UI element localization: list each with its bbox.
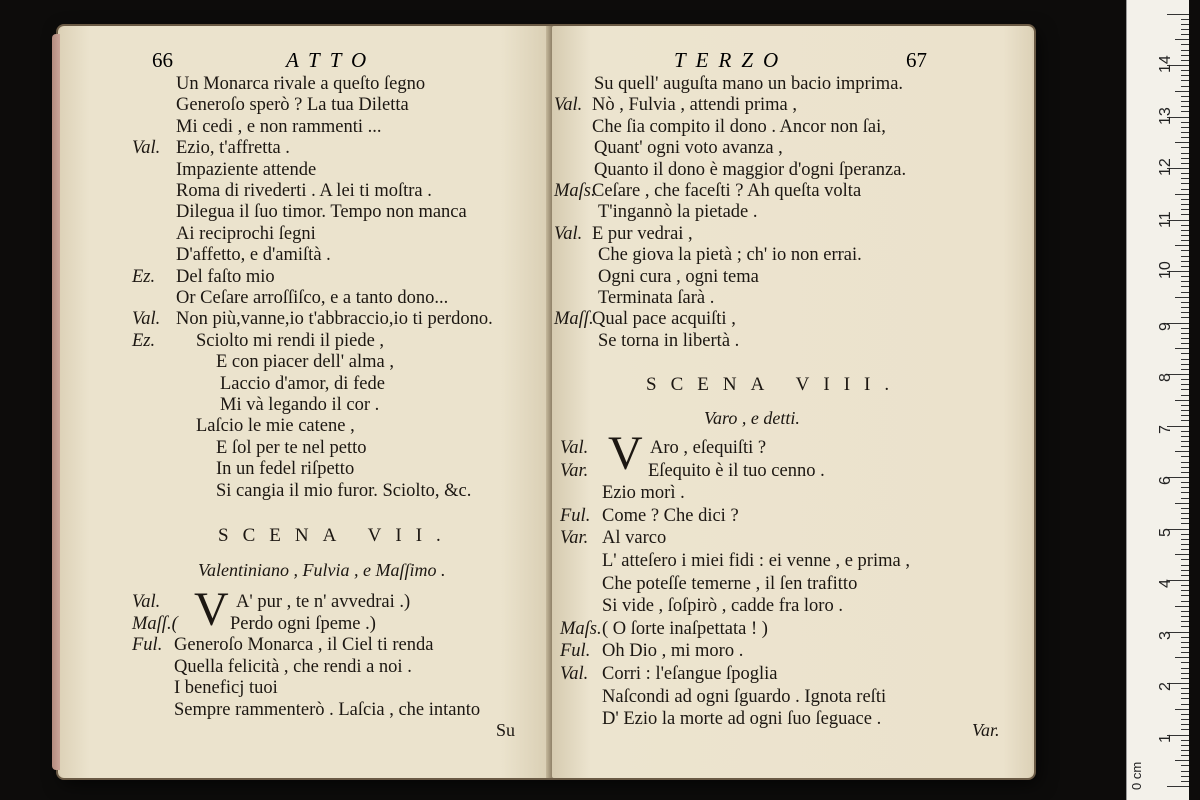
ruler-tick [1181, 173, 1189, 174]
speaker-label: Maſſ.( [132, 613, 178, 634]
ruler-tick [1181, 431, 1189, 432]
scene-title: SCENA VIII. [646, 374, 904, 395]
ruler-tick [1181, 585, 1189, 586]
verse-line: Sempre rammenterò . Laſcia , che intanto [174, 700, 481, 720]
ruler-tick [1181, 312, 1189, 313]
ruler-tick [1181, 539, 1189, 540]
verse-line: Aro , eſequiſti ? [650, 438, 767, 458]
ruler-tick [1175, 606, 1189, 607]
ruler-tick [1181, 163, 1189, 164]
open-book [58, 26, 1034, 778]
ruler-tick [1181, 101, 1189, 102]
ruler-tick [1181, 534, 1189, 535]
scene-cast: Valentiniano , Fulvia , e Maſſimo . [198, 560, 446, 580]
ruler-tick [1181, 719, 1189, 720]
ruler-tick [1181, 616, 1189, 617]
ruler-number: 9 [1157, 321, 1174, 331]
verse-line: Generoſo Monarca , il Ciel ti renda [174, 635, 434, 656]
ruler-tick [1175, 297, 1189, 298]
ruler-tick [1175, 400, 1189, 401]
ruler-tick [1181, 498, 1189, 499]
verse-line: Ezio morì . [602, 483, 685, 504]
ruler-number: 14 [1157, 55, 1174, 73]
ruler-tick [1181, 405, 1189, 406]
ruler-tick [1181, 34, 1189, 35]
ruler-tick [1181, 544, 1189, 545]
ruler-tick [1181, 611, 1189, 612]
verse-line: D'affetto, e d'amiſtà . [176, 245, 331, 266]
ruler-tick [1181, 127, 1189, 128]
ruler-tick [1181, 276, 1189, 277]
speaker-label: Ez. [132, 266, 156, 287]
ruler-tick [1181, 96, 1189, 97]
speaker-label: Var. [560, 460, 589, 481]
speaker-label: Ez. [132, 330, 156, 351]
ruler-tick [1181, 745, 1189, 746]
ruler-tick [1181, 637, 1189, 638]
verse-line: Del faſto mio [176, 266, 275, 287]
verse-line: Quella felicità , che rendi a noi . [174, 656, 412, 677]
ruler-tick [1181, 441, 1189, 442]
ruler-tick [1181, 328, 1189, 329]
verse-line: Ai reciprochi ſegni [176, 223, 316, 244]
verse-line: Quanto il dono è maggior d'ogni ſperanza. [594, 159, 907, 180]
speaker-label: Ful. [560, 505, 591, 526]
ruler-tick [1181, 75, 1189, 76]
ruler-tick [1181, 698, 1189, 699]
speaker-label: Val. [560, 664, 589, 684]
ruler-tick [1181, 225, 1189, 226]
ruler-tick [1181, 420, 1189, 421]
ruler-tick [1181, 250, 1189, 251]
ruler-tick [1181, 559, 1189, 560]
ruler-tick [1181, 122, 1189, 123]
ruler-number: 13 [1157, 106, 1174, 125]
ruler-tick [1175, 554, 1189, 555]
ruler-tick [1181, 132, 1189, 133]
ruler-tick [1175, 39, 1189, 40]
ruler-tick [1181, 704, 1189, 705]
drop-cap: V [608, 427, 643, 480]
ruler-tick [1181, 353, 1189, 354]
ruler-tick [1181, 29, 1189, 30]
ruler-tick [1181, 240, 1189, 241]
running-head: TERZO [674, 48, 789, 72]
ruler-tick [1181, 178, 1189, 179]
ruler-tick [1181, 456, 1189, 457]
verse-line: Se torna in libertà . [598, 330, 740, 351]
verse-line: Dilegua il ſuo timor. Tempo non manca [176, 202, 467, 223]
page-number: 67 [906, 48, 927, 72]
ruler-tick [1181, 19, 1189, 20]
verse-line: Ogni cura , ogni tema [598, 266, 759, 287]
speaker-label: Val. [132, 138, 161, 159]
ruler-unit-label: 0 cm [1129, 761, 1144, 790]
ruler-tick [1181, 755, 1189, 756]
ruler-tick [1181, 369, 1189, 370]
ruler-number: 10 [1157, 261, 1174, 279]
ruler-tick [1181, 729, 1189, 730]
ruler-tick [1181, 60, 1189, 61]
ruler-tick [1181, 80, 1189, 81]
ruler-tick [1181, 513, 1189, 514]
verse-line: Generoſo sperò ? La tua Diletta [176, 95, 409, 116]
ruler-tick [1181, 111, 1189, 112]
ruler-tick [1175, 91, 1189, 92]
verse-line: Al varco [602, 528, 667, 549]
ruler-tick [1181, 740, 1189, 741]
ruler-tick [1181, 317, 1189, 318]
ruler-tick [1181, 261, 1189, 262]
verse-line: Corri : l'eſangue ſpoglia [602, 664, 778, 684]
ruler-tick [1181, 601, 1189, 602]
ruler-tick [1175, 194, 1189, 195]
verse-line: Laſcio le mie catene , [196, 416, 355, 437]
ruler-tick [1181, 189, 1189, 190]
catchword: Var. [972, 720, 1000, 740]
speaker-label: Val. [560, 438, 589, 458]
ruler-tick [1181, 70, 1189, 71]
ruler-tick [1181, 523, 1189, 524]
ruler-tick [1181, 647, 1189, 648]
ruler-tick [1181, 508, 1189, 509]
ruler-tick [1181, 472, 1189, 473]
ruler-tick [1181, 750, 1189, 751]
verse-line: Terminata ſarà . [598, 288, 715, 308]
ruler-tick [1181, 678, 1189, 679]
ruler-number: 8 [1157, 373, 1174, 382]
verse-line: Non più,vanne,io t'abbraccio,io ti perdono. [176, 309, 493, 330]
ruler-tick [1181, 590, 1189, 591]
verse-line: ( O ſorte inaſpettata ! ) [602, 618, 768, 639]
ruler-tick [1181, 302, 1189, 303]
verse-line: E ſol per te nel petto [216, 437, 367, 458]
ruler-tick [1181, 199, 1189, 200]
verse-line: Roma di rivederti . A lei ti moſtra . [176, 181, 432, 201]
ruler-number: 3 [1157, 630, 1174, 640]
ruler-tick [1181, 307, 1189, 308]
verse-line: Nò , Fulvia , attendi prima , [592, 95, 798, 116]
ruler-tick [1175, 142, 1189, 143]
text-block [552, 26, 1032, 778]
ruler-tick [1181, 292, 1189, 293]
ruler-tick [1181, 379, 1189, 380]
ruler-tick [1181, 204, 1189, 205]
ruler-tick [1181, 724, 1189, 725]
verse-line: Un Monarca rivale a queſto ſegno [176, 74, 426, 94]
scene-title: SCENA VII. [218, 525, 455, 546]
ruler-tick [1181, 86, 1189, 87]
speaker-label: Maſs. [554, 181, 596, 201]
ruler-tick [1181, 487, 1189, 488]
ruler-tick [1181, 343, 1189, 344]
verse-line: Impaziente attende [176, 159, 317, 180]
verse-line: Oh Dio , mi moro . [602, 641, 744, 662]
ruler-tick [1181, 446, 1189, 447]
catchword: Su [496, 720, 516, 740]
verse-line: Laccio d'amor, di fede [220, 373, 385, 394]
ruler-tick [1181, 662, 1189, 663]
verse-line: Naſcondi ad ogni ſguardo . Ignota reſti [602, 686, 887, 707]
verse-line: Su quell' auguſta mano un bacio imprima. [594, 74, 904, 94]
verse-line: Si cangia il mio furor. Sciolto, &c. [216, 480, 472, 501]
ruler-tick [1181, 230, 1189, 231]
speaker-label: Var. [560, 528, 589, 549]
ruler-tick [1181, 621, 1189, 622]
ruler-tick [1181, 256, 1189, 257]
speaker-label: Ful. [560, 641, 591, 662]
ruler-tick [1181, 364, 1189, 365]
ruler-tick [1167, 786, 1189, 787]
right-page [552, 26, 1032, 778]
ruler-tick [1181, 389, 1189, 390]
ruler-tick [1181, 153, 1189, 154]
ruler-tick [1181, 183, 1189, 184]
ruler-tick [1181, 209, 1189, 210]
ruler-tick [1181, 595, 1189, 596]
ruler-tick [1175, 760, 1189, 761]
speaker-label: Val. [132, 309, 161, 330]
ruler-tick [1175, 451, 1189, 452]
ruler-tick [1181, 50, 1189, 51]
ruler-number: 1 [1157, 733, 1174, 743]
ruler-number: 2 [1157, 682, 1174, 691]
ruler-tick [1181, 693, 1189, 694]
ruler-tick [1181, 359, 1189, 360]
speaker-label: Ful. [132, 635, 163, 656]
verse-line: Qual pace acquiſti , [592, 309, 736, 330]
ruler-tick [1181, 410, 1189, 411]
ruler-tick [1181, 771, 1189, 772]
ruler-number: 11 [1157, 210, 1174, 228]
verse-line: E pur vedrai , [592, 223, 693, 244]
ruler-tick [1181, 333, 1189, 334]
verse-line: E con piacer dell' alma , [216, 352, 394, 373]
verse-line: Che giova la pietà ; ch' io non errai. [598, 245, 862, 266]
ruler-tick [1181, 482, 1189, 483]
verse-line: Mi cedi , e non rammenti ... [176, 116, 382, 137]
ruler-tick [1181, 266, 1189, 267]
speaker-label: Maſſ. [554, 309, 594, 330]
text-block [60, 26, 550, 778]
verse-line: D' Ezio la morte ad ogni ſuo ſeguace . [602, 709, 882, 730]
ruler-tick [1181, 235, 1189, 236]
ruler-tick [1181, 214, 1189, 215]
measuring-ruler [1126, 0, 1189, 800]
ruler-tick [1181, 776, 1189, 777]
ruler-tick [1181, 106, 1189, 107]
ruler-number: 7 [1157, 424, 1174, 434]
ruler-tick [1181, 549, 1189, 550]
ruler-tick [1181, 462, 1189, 463]
ruler-tick [1175, 348, 1189, 349]
verse-line: Come ? Che dici ? [602, 505, 739, 526]
verse-line: Eſequito è il tuo cenno . [648, 460, 825, 481]
ruler-tick [1181, 158, 1189, 159]
ruler-tick [1181, 384, 1189, 385]
ruler-tick [1181, 281, 1189, 282]
speaker-label: Val. [554, 95, 583, 116]
ruler-tick [1181, 436, 1189, 437]
ruler-tick [1181, 518, 1189, 519]
ruler-tick [1181, 673, 1189, 674]
ruler-tick [1181, 24, 1189, 25]
running-head: ATTO [286, 48, 377, 72]
ruler-tick [1181, 467, 1189, 468]
speaker-label: Val. [554, 223, 583, 244]
ruler-number: 4 [1157, 579, 1174, 588]
left-page [60, 26, 550, 778]
speaker-label: Maſs. [560, 618, 602, 639]
verse-line: Perdo ogni ſpeme .) [230, 613, 376, 634]
drop-cap: V [194, 583, 229, 636]
ruler-tick [1181, 55, 1189, 56]
ruler-tick [1181, 570, 1189, 571]
verse-line: Ceſare , che faceſti ? Ah queſta volta [592, 181, 862, 201]
ruler-tick [1181, 642, 1189, 643]
ruler-tick [1175, 657, 1189, 658]
verse-line: A' pur , te n' avvedrai .) [236, 592, 411, 612]
speaker-label: Val. [132, 592, 161, 612]
ruler-tick [1181, 765, 1189, 766]
ruler-tick [1181, 137, 1189, 138]
ruler-number: 12 [1157, 158, 1174, 176]
verse-line: Si vide , ſoſpirò , cadde fra loro . [602, 596, 843, 617]
ruler-tick [1181, 492, 1189, 493]
scene-cast: Varo , e detti. [704, 408, 800, 428]
ruler-number: 5 [1157, 527, 1174, 537]
ruler-tick [1181, 286, 1189, 287]
ruler-tick [1175, 503, 1189, 504]
ruler-tick [1181, 44, 1189, 45]
ruler-tick [1181, 668, 1189, 669]
ruler-tick [1181, 565, 1189, 566]
verse-line: T'ingannò la pietade . [598, 202, 758, 223]
ruler-tick [1181, 714, 1189, 715]
verse-line: Quant' ogni voto avanza , [594, 138, 783, 159]
verse-line: L' atteſero i miei fidi : ei venne , e prima , [602, 551, 910, 571]
ruler-tick [1181, 688, 1189, 689]
ruler-tick [1181, 415, 1189, 416]
verse-line: Sciolto mi rendi il piede , [196, 330, 385, 351]
verse-line: Ezio, t'affretta . [176, 138, 290, 159]
ruler-tick [1175, 709, 1189, 710]
verse-line: Che poteſſe temerne , il ſen trafitto [602, 573, 858, 594]
ruler-tick [1167, 14, 1189, 15]
ruler-tick [1181, 575, 1189, 576]
ruler-tick [1181, 395, 1189, 396]
ruler-number: 6 [1157, 476, 1174, 485]
verse-line: I beneficj tuoi [174, 678, 278, 699]
verse-line: Mi và legando il cor . [220, 395, 380, 415]
verse-line: Or Ceſare arroſſiſco, e a tanto dono... [176, 288, 449, 308]
ruler-tick [1181, 781, 1189, 782]
verse-line: In un fedel riſpetto [216, 459, 355, 480]
ruler-tick [1181, 147, 1189, 148]
page-number: 66 [152, 48, 173, 72]
ruler-tick [1181, 626, 1189, 627]
ruler-tick [1175, 245, 1189, 246]
ruler-tick [1181, 652, 1189, 653]
verse-line: Che ſia compito il dono . Ancor non ſai, [592, 116, 886, 137]
ruler-tick [1181, 338, 1189, 339]
